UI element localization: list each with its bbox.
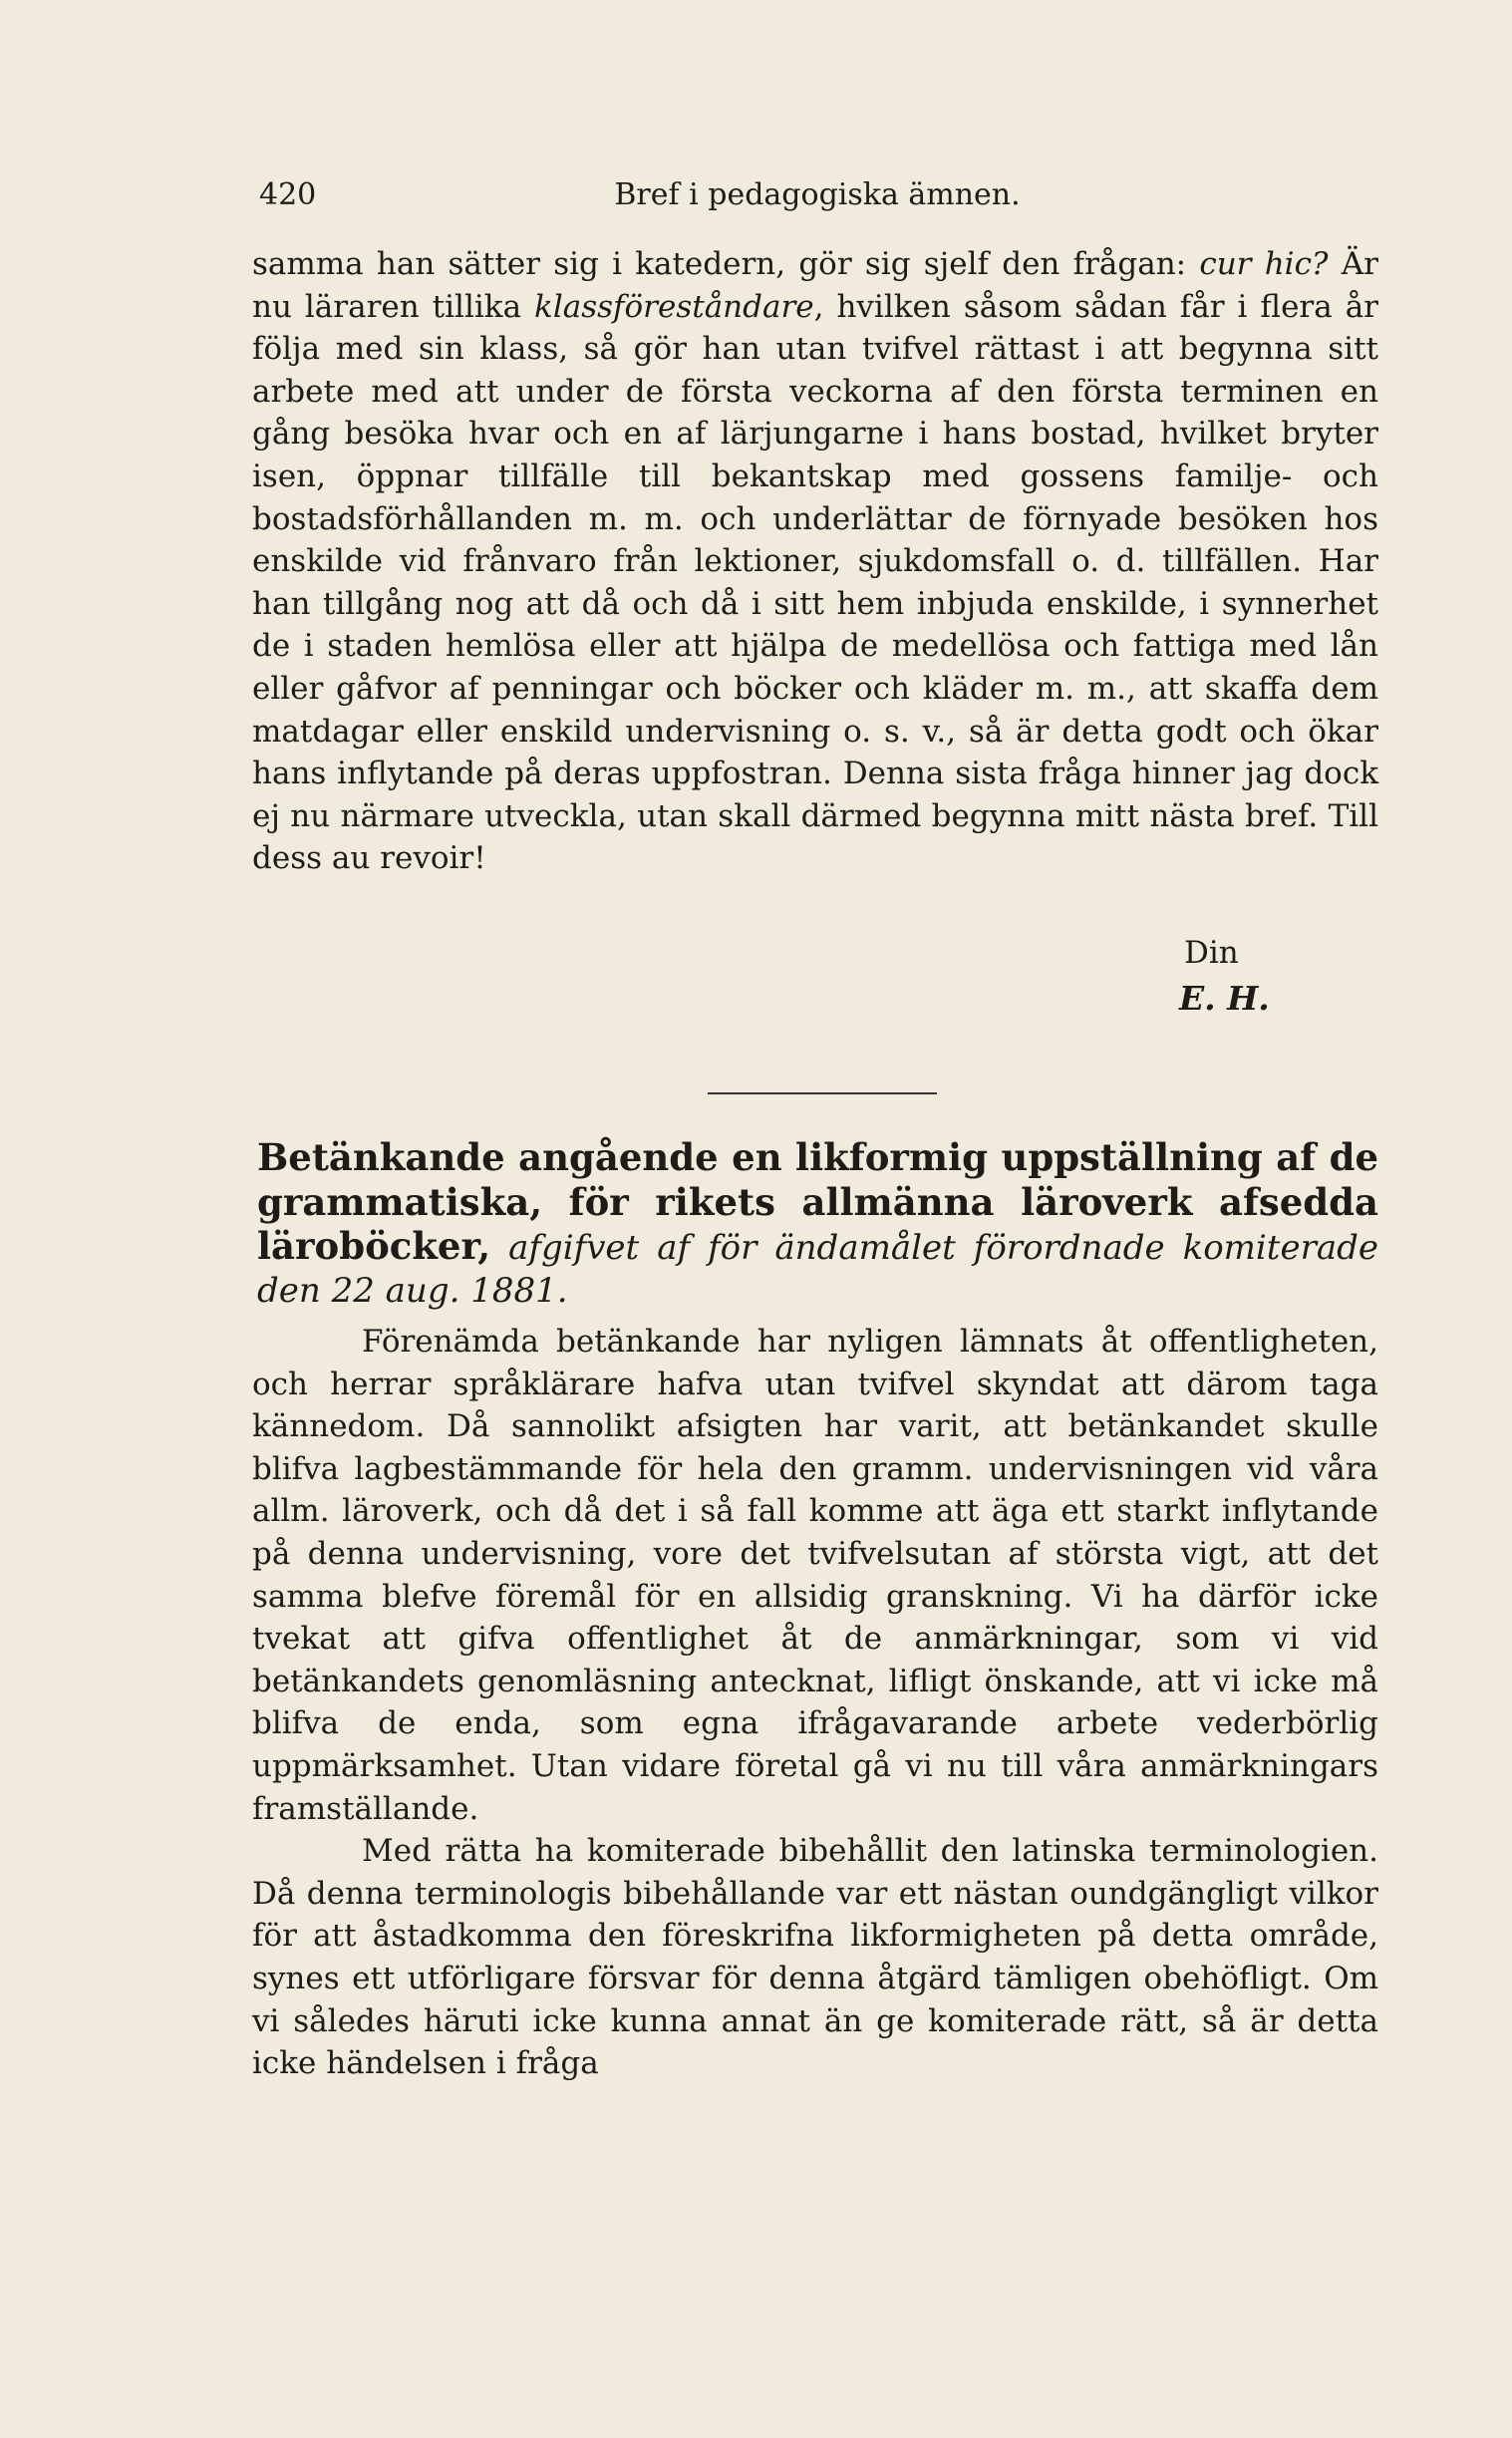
klassforestandare-term: klassföreståndare — [534, 288, 814, 325]
letter-text — [252, 243, 1378, 880]
running-head: Bref i pedagogiska ämnen. — [614, 177, 1021, 212]
letter-paragraph-part2: Är nu läraren tillika — [252, 246, 1378, 325]
cur-hic-phrase: cur hic? — [1199, 246, 1329, 282]
article-title — [257, 1136, 1378, 1312]
article-paragraph-1: Förenämda betänkande har nyligen lämnats åt offentligheten, och herrar språklärare hafva utan tvifvel skyndat att därom taga kännedom. Då sannolikt afsigten har varit, att betänkandet skulle blifva lagbestämmande för hela den gramm. undervisningen vid våra allm. läroverk, och då det i så fall komme att äga ett starkt inflytande på denna undervisning, vore det tvifvelsutan af största vigt, att det samma blefve föremål för en allsidig granskning. Vi ha därför icke tvekat att gifva offentlighet åt de anmärkningar, som vi vid betänkandets genomläsning antecknat, lifligt önskande, att vi icke må blifva de enda, som egna ifrågavarande arbete vederbörlig uppmärksamhet. Utan vidare företal gå vi nu till våra anmärkningars framställande. — [252, 1324, 1378, 1827]
letter-paragraph-part3: , hvilken såsom sådan får i flera år följa med sin klass, så gör han utan tvifvel rättast i att begynna sitt arbete med att under de första veckorna af den första terminen en gång besöka hvar och en af lärjungarne i hans bostad, hvilket bryter isen, öppnar tillfälle till bekantskap med gossens familje- och bostadsförhållanden m. m. och underlättar de förnyade besöken hos enskilde vid frånvaro från lektioner, sjukdomsfall o. d. tillfällen. Har han tillgång nog att då och då i sitt hem inbjuda enskilde, i synnerhet de i staden hemlösa eller att hjälpa de medellösa och fattiga med lån eller gåfvor af penningar och böcker och kläder m. m., att skaffa dem matdagar eller enskild undervisning o. s. v., så är detta godt och ökar hans inflytande på deras uppfostran. Denna sista fråga hinner jag dock ej nu närmare utveckla, utan skall därmed begynna mitt nästa bref. Till dess au revoir! — [252, 288, 1378, 877]
article-paragraph-2: Med rätta ha komiterade bibehållit den latinska terminologien. Då denna terminologis bibehållande var ett nästan oundgängligt vilkor för att åstadkomma den föreskrifna likformigheten på detta område, synes ett utförligare försvar för denna åtgärd tämligen obehöfligt. Om vi således häruti icke kunna annat än ge komiterade rätt, så är detta icke händelsen i fråga — [252, 1833, 1378, 2082]
article-body — [252, 1321, 1378, 2085]
page-number: 420 — [259, 177, 317, 212]
letter-closing: Din — [1184, 935, 1239, 971]
letter-paragraph — [252, 243, 1378, 880]
article-title-bold: Betänkande angående en likformig uppställning af de grammatiska, för rikets allmänna läroverk afsedda läroböcker, — [257, 1135, 1378, 1268]
letter-signature: E. H. — [1179, 979, 1270, 1018]
letter-paragraph-start: samma han sätter sig i katedern, gör sig sjelf den frågan: — [252, 246, 1200, 282]
section-divider — [708, 1092, 937, 1094]
article-title-italic: afgifvet af för ändamålet förordnade komiterade den 22 aug. 1881. — [257, 1228, 1378, 1311]
